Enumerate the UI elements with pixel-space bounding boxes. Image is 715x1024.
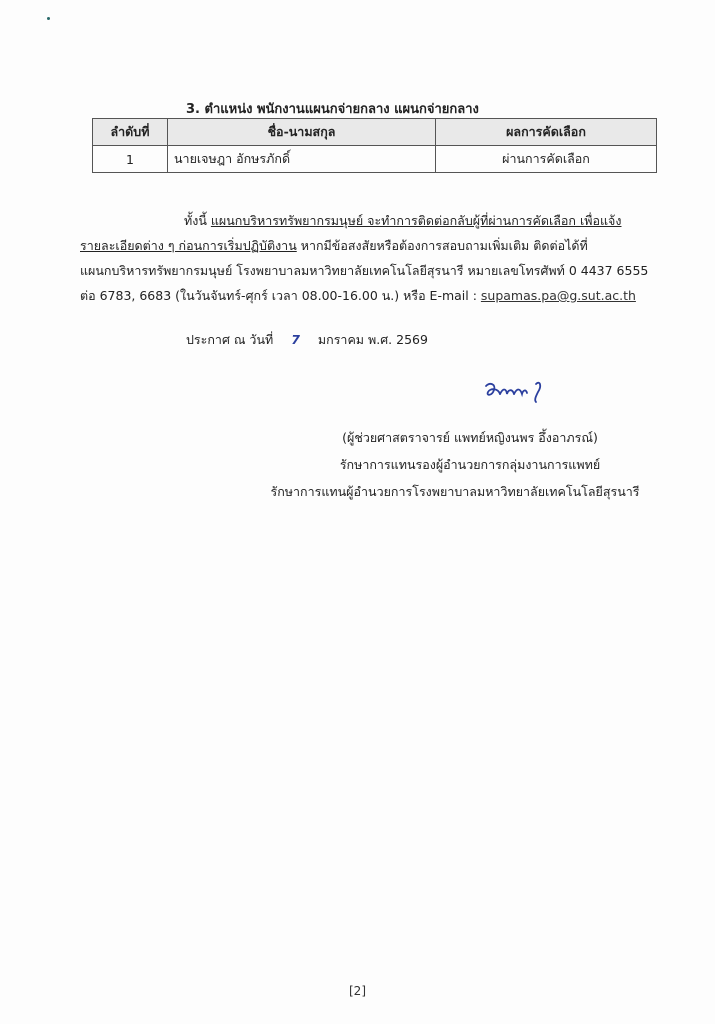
header-name: ชื่อ-นามสกุล [168,119,436,146]
announcement-day: 7 [291,332,300,347]
announcement-date [186,330,428,350]
signatory-block [270,424,640,505]
signatory-role-1: รักษาการแทนรองผู้อำนวยการกลุ่มงานการแพทย์ [339,457,601,472]
paragraph-line-3: แผนกบริหารทรัพยากรมนุษย์ โรงพยาบาลมหาวิทยาลัยเทคโนโลยีสุรนารี หมายเลขโทรศัพท์ 0 4437 6555 [80,263,649,278]
paragraph-line-1 [80,208,660,233]
paragraph-lead: ทั้งนี้ [184,213,207,228]
result-table [92,118,657,173]
announcement-prefix: ประกาศ ณ วันที่ [186,332,274,347]
header-order: ลำดับที่ [93,119,168,146]
announcement-suffix: มกราคม พ.ศ. 2569 [317,332,428,347]
row-result: ผ่านการคัดเลือก [436,146,657,173]
scan-speck [47,17,50,20]
signatory-name: (ผู้ช่วยศาสตราจารย์ แพทย์หญิงนพร อึ้งอาภรณ์) [342,430,598,445]
paragraph-underlined-1: แผนกบริหารทรัพยากรมนุษย์ จะทำการติดต่อกลับผู้ที่ผ่านการคัดเลือก เพื่อแจ้ง [210,213,622,228]
paragraph-rest-2: หากมีข้อสงสัยหรือต้องการสอบถามเพิ่มเติม ติดต่อได้ที่ [296,238,588,253]
paragraph-line-4 [80,283,660,308]
email-link[interactable]: supamas.pa@g.sut.ac.th [480,288,636,303]
header-result: ผลการคัดเลือก [436,119,657,146]
signatory-role-2: รักษาการแทนผู้อำนวยการโรงพยาบาลมหาวิทยาลัยเทคโนโลยีสุรนารี [270,484,640,499]
handwritten-signature [470,374,550,408]
paragraph-underlined-2: รายละเอียดต่าง ๆ ก่อนการเริ่มปฏิบัติงาน [80,238,297,253]
paragraph-line-4-text: ต่อ 6783, 6683 (ในวันจันทร์-ศุกร์ เวลา 08.00-16.00 น.) หรือ E-mail : [80,288,481,303]
table-row [93,146,657,173]
table-header-row [93,119,657,146]
row-order: 1 [93,146,168,173]
paragraph-line-2 [80,233,660,258]
contact-paragraph [80,208,660,308]
page-number: [2] [349,984,366,998]
section-title: 3. ตำแหน่ง พนักงานแผนกจ่ายกลาง แผนกจ่ายกลาง [186,102,479,117]
row-name: นายเจษฎา อักษรภักดิ์ [168,146,436,173]
